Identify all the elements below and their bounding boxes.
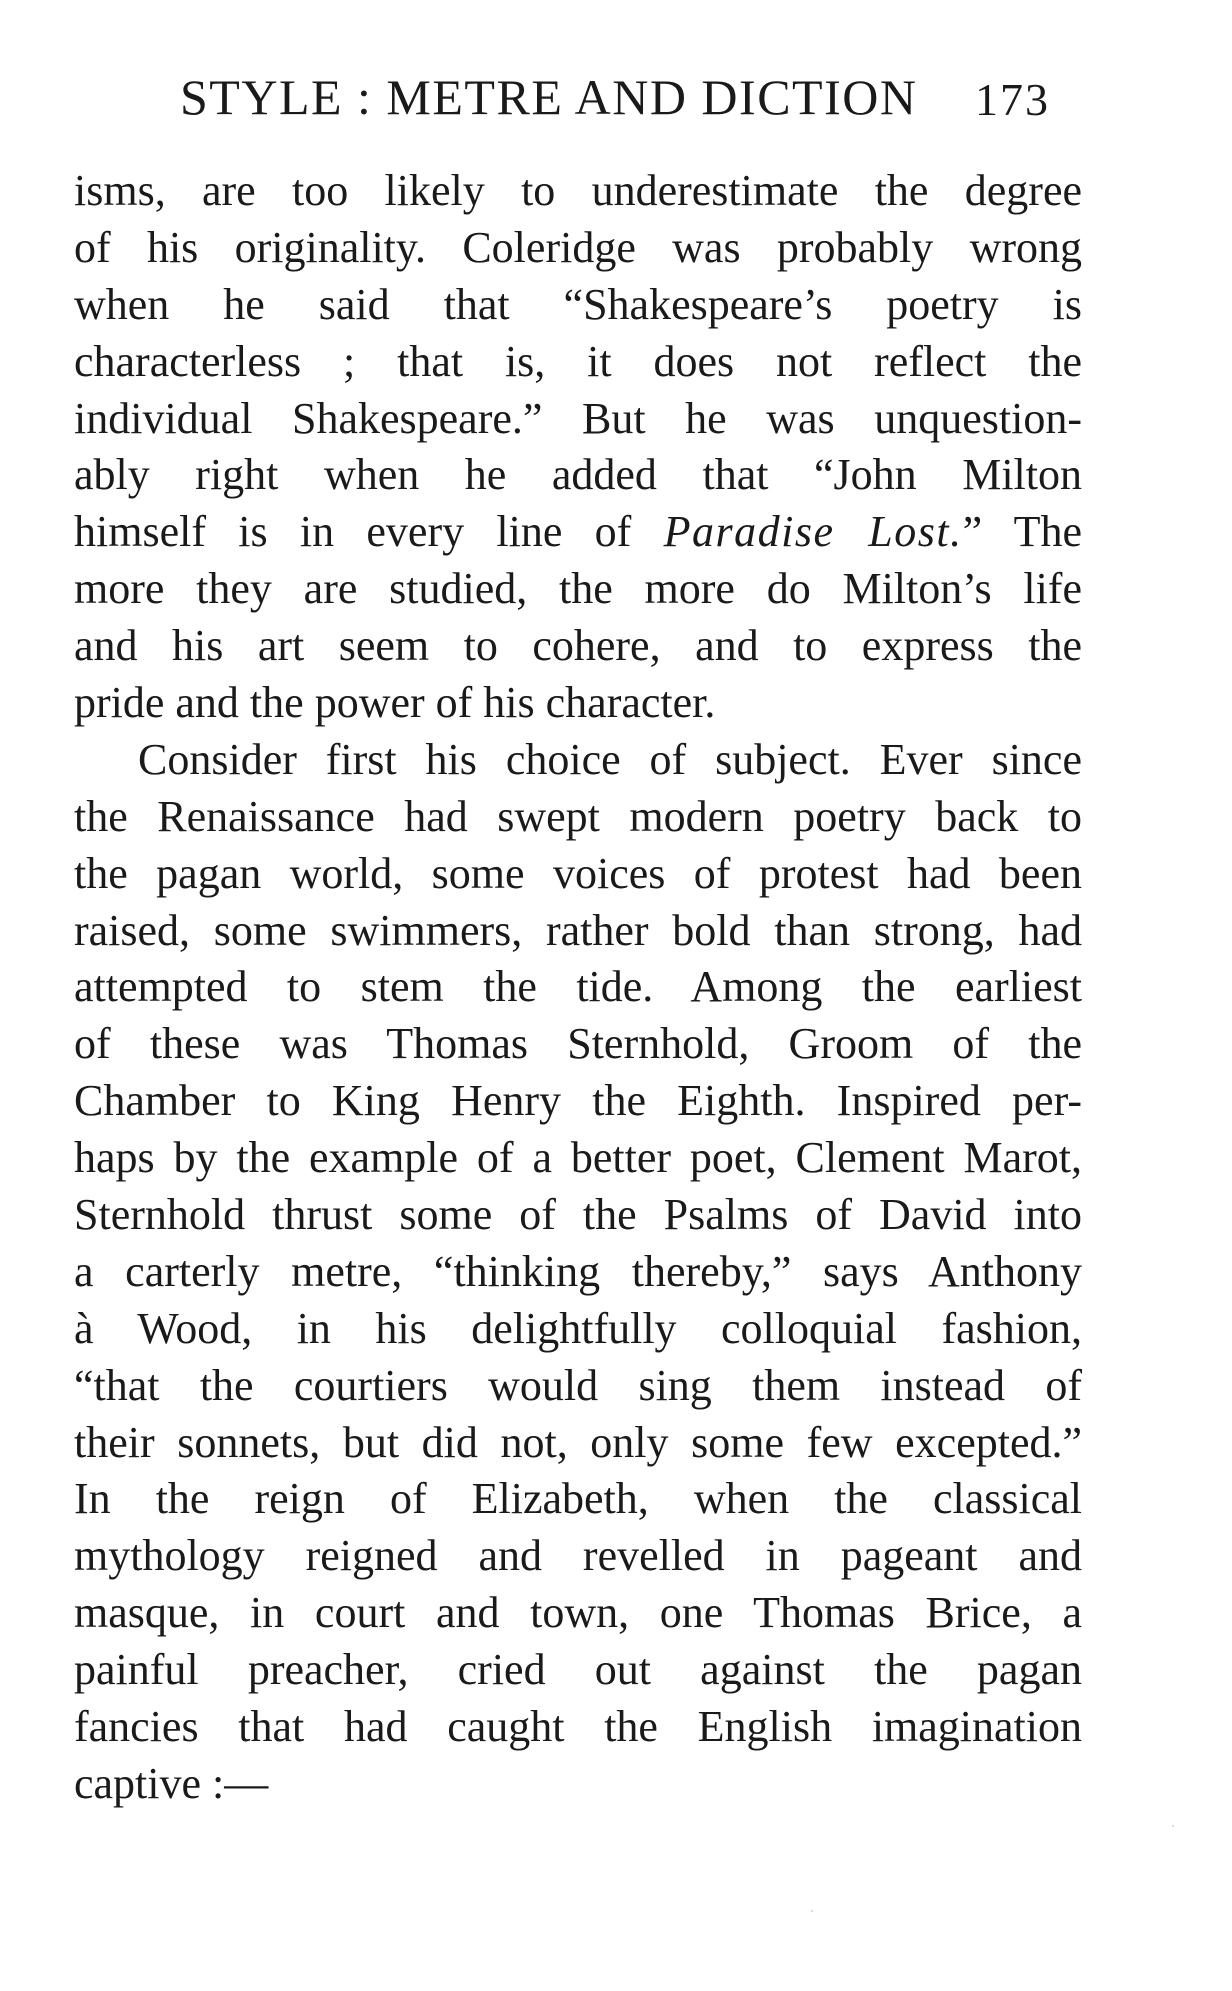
text-line: mythology reigned and revelled in pageant and (74, 1531, 1082, 1581)
text-line: Consider first his choice of subject. Ever since (138, 734, 1082, 784)
italic-title: Paradise Lost. (663, 507, 963, 557)
text-line: the Renaissance had swept modern poetry back to (74, 791, 1082, 841)
text-line: masque, in court and town, one Thomas Brice, a (74, 1588, 1082, 1638)
paper-speck (1172, 1825, 1174, 1827)
text-line: isms, are too likely to underestimate the degree (74, 166, 1082, 215)
text-line (74, 504, 1082, 561)
text-line: painful preacher, cried out against the pagan (74, 1645, 1082, 1695)
page-number: 173 (975, 74, 1050, 125)
text-line: pride and the power of his character. (74, 678, 716, 728)
text-line: raised, some swimmers, rather bold than strong, had (74, 905, 1082, 955)
text-segment: himself is in every line of (74, 507, 664, 557)
text-line: the pagan world, some voices of protest had been (74, 848, 1082, 898)
text-line: “that the courtiers would sing them instead of (74, 1360, 1082, 1410)
paragraph-1 (74, 163, 1082, 732)
running-head (180, 62, 1080, 132)
body-text (74, 163, 1082, 1813)
text-line: ably right when he added that “John Milton (74, 450, 1082, 500)
text-line: of his originality. Coleridge was probably wrong (74, 222, 1082, 272)
text-line: their sonnets, but did not, only some few excepted.” (74, 1417, 1082, 1467)
text-line: characterless ; that is, it does not reflect the (74, 336, 1082, 386)
text-line: Chamber to King Henry the Eighth. Inspired per- (74, 1076, 1082, 1126)
text-line: In the reign of Elizabeth, when the classical (74, 1474, 1082, 1524)
text-line: individual Shakespeare.” But he was unquestion- (74, 393, 1082, 443)
text-line: Sternhold thrust some of the Psalms of David into (74, 1190, 1082, 1240)
paragraph-2 (74, 732, 1082, 1813)
text-line: attempted to stem the tide. Among the earliest (74, 962, 1082, 1012)
text-line: à Wood, in his delightfully colloquial fashion, (74, 1303, 1082, 1353)
text-line: when he said that “Shakespeare’s poetry is (74, 279, 1082, 329)
text-line: haps by the example of a better poet, Clement Marot, (74, 1133, 1082, 1183)
paper-speck (811, 1910, 813, 1912)
running-title: STYLE : METRE AND DICTION (180, 69, 918, 125)
text-segment: ” The (962, 507, 1082, 557)
text-line: captive :— (74, 1758, 269, 1808)
text-line: a carterly metre, “thinking thereby,” says Anthony (74, 1246, 1082, 1296)
text-line: of these was Thomas Sternhold, Groom of the (74, 1019, 1082, 1069)
text-line: more they are studied, the more do Milton’s life (74, 564, 1082, 614)
text-line: fancies that had caught the English imagination (74, 1702, 1082, 1752)
text-line: and his art seem to cohere, and to express the (74, 621, 1082, 671)
